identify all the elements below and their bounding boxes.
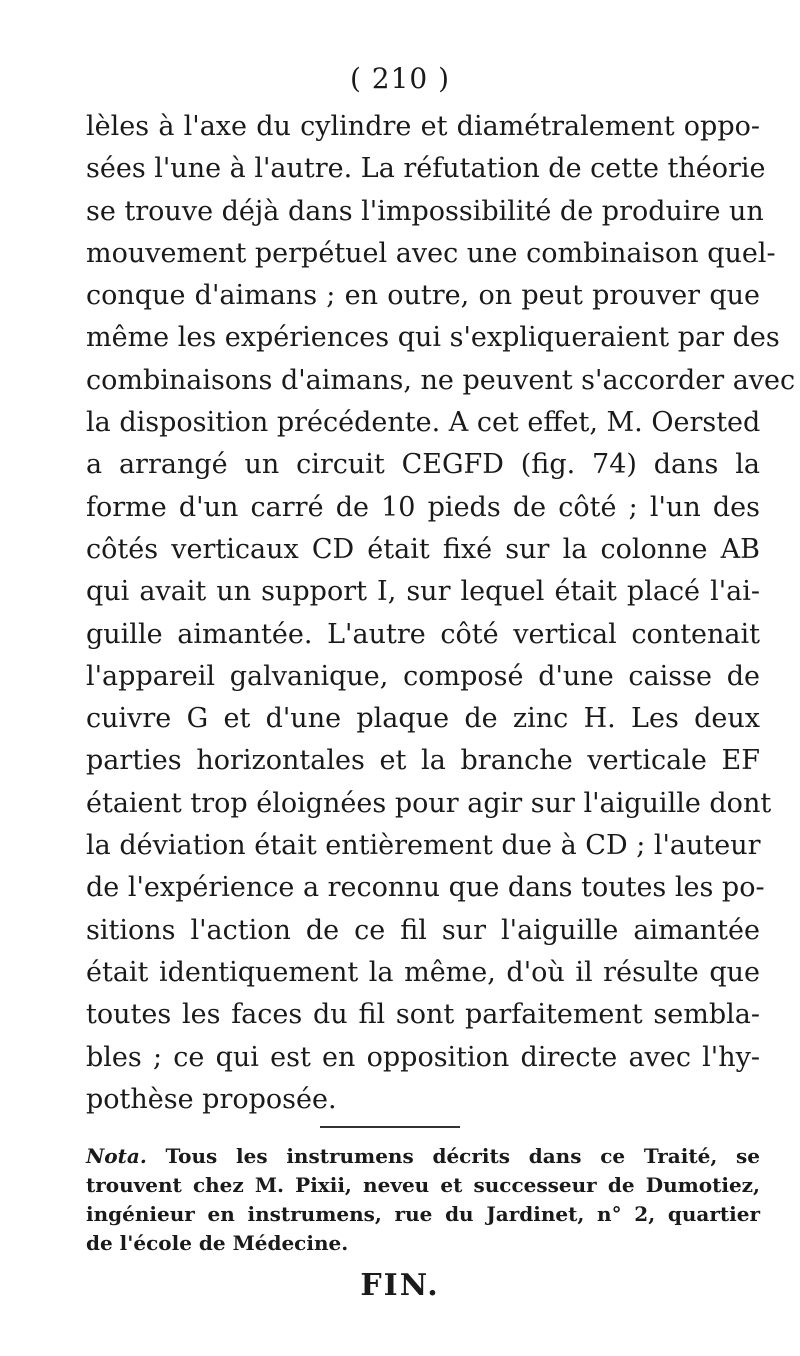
text-line: côtés verticaux CD était fixé sur la colonne AB bbox=[86, 533, 760, 565]
text-line: de l'expérience a reconnu que dans toutes les po- bbox=[86, 872, 765, 904]
text-line: l'appareil galvanique, composé d'une caisse de bbox=[86, 660, 760, 692]
text-line: la disposition précédente. A cet effet, M. Oersted bbox=[86, 407, 761, 439]
text-line: cuivre G et d'une plaque de zinc H. Les deux bbox=[86, 703, 760, 735]
text-line: parties horizontales et la branche verticale EF bbox=[86, 745, 760, 777]
text-line: mouvement perpétuel avec une combinaison quel- bbox=[86, 237, 776, 269]
footnote bbox=[86, 1142, 760, 1258]
footnote-first-line bbox=[86, 1142, 760, 1171]
text-line: même les expériences qui s'expliqueraient par des bbox=[86, 322, 780, 354]
footnote-text: Tous les instrumens décrits dans ce Traité, se bbox=[165, 1144, 760, 1168]
text-line: conque d'aimans ; en outre, on peut prouver que bbox=[86, 280, 760, 312]
text-line: lèles à l'axe du cylindre et diamétralement oppo- bbox=[86, 111, 760, 142]
text-line: étaient trop éloignées pour agir sur l'aiguille dont bbox=[86, 787, 772, 819]
text-line: combinaisons d'aimans, ne peuvent s'accorder avec bbox=[86, 364, 796, 396]
text-line: la déviation était entièrement due à CD ; l'auteur bbox=[86, 830, 761, 862]
text-line: qui avait un support I, sur lequel était placé l'ai- bbox=[86, 576, 760, 608]
footnote-line: trouvent chez M. Pixii, neveu et successeur de Dumotiez, bbox=[86, 1173, 760, 1197]
section-divider bbox=[320, 1126, 460, 1128]
text-line: se trouve déjà dans l'impossibilité de produire un bbox=[86, 195, 764, 227]
text-line: sitions l'action de ce fil sur l'aiguille aimantée bbox=[86, 914, 760, 946]
footnote-label: Nota. bbox=[86, 1144, 147, 1168]
text-line: bles ; ce qui est en opposition directe avec l'hy- bbox=[86, 1041, 760, 1073]
footnote-line: ingénieur en instrumens, rue du Jardinet, n° 2, quartier bbox=[86, 1202, 760, 1226]
text-line: a arrangé un circuit CEGFD (fig. 74) dans la bbox=[86, 449, 760, 481]
end-marker: FIN. bbox=[360, 1268, 440, 1303]
text-line: toutes les faces du fil sont parfaitement sembla- bbox=[86, 999, 760, 1031]
text-line: guille aimantée. L'autre côté vertical contenait bbox=[86, 618, 760, 650]
text-line: était identiquement la même, d'où il résulte que bbox=[86, 956, 760, 988]
text-line: forme d'un carré de 10 pieds de côté ; l'un des bbox=[86, 491, 760, 523]
body-text bbox=[86, 106, 796, 1121]
footnote-line: de l'école de Médecine. bbox=[86, 1231, 349, 1255]
text-line: sées l'une à l'autre. La réfutation de cette théorie bbox=[86, 153, 766, 185]
page-number: ( 210 ) bbox=[349, 62, 451, 95]
text-line: pothèse proposée. bbox=[86, 1083, 337, 1115]
